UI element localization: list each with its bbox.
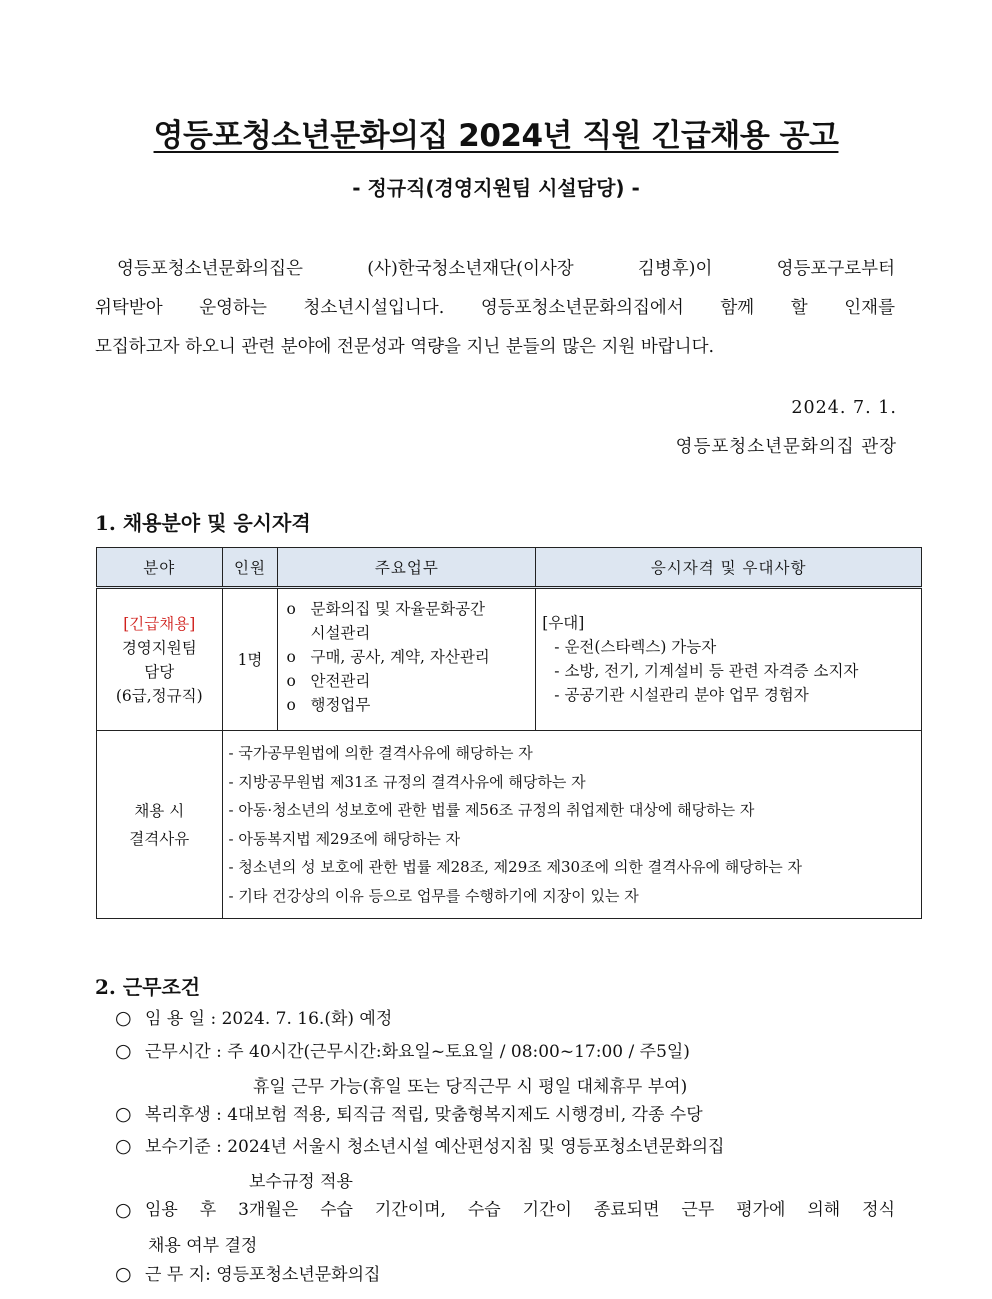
header-duties: 주요업무 bbox=[278, 548, 536, 588]
list-item: 시설관리 bbox=[310, 624, 371, 642]
table-header-row bbox=[97, 548, 922, 588]
urgent-tag: [긴급채용] bbox=[123, 614, 196, 633]
intro-line: 영등포청소년문화의집은 (사)한국청소년재단(이사장 김병후)이 영등포구로부터 bbox=[117, 259, 895, 279]
duties-cell bbox=[278, 588, 536, 731]
field-cell bbox=[97, 588, 223, 731]
list-item-continuation: 채용 여부 결정 bbox=[148, 1236, 258, 1256]
list-item: - 운전(스타렉스) 가능자 bbox=[554, 638, 717, 656]
intro-line: 위탁받아 운영하는 청소년시설입니다. 영등포청소년문화의집에서 함께 할 인재를 bbox=[95, 298, 895, 318]
qualifications-cell bbox=[536, 588, 922, 731]
list-item: - 지방공무원법 제31조 규정의 결격사유에 해당하는 자 bbox=[228, 772, 586, 791]
list-item-continuation: 휴일 근무 가능(휴일 또는 당직근무 시 평일 대체휴무 부여) bbox=[253, 1077, 688, 1097]
disqualifications-cell bbox=[222, 731, 921, 919]
list-item: ○ 보수기준 : 2024년 서울시 청소년시설 예산편성지침 및 영등포청소년문화의집 bbox=[115, 1135, 725, 1157]
field-line: 담당 bbox=[144, 662, 175, 681]
announcement-date: 2024. 7. 1. bbox=[791, 398, 897, 418]
section-heading-recruitment: 1. 채용분야 및 응시자격 bbox=[95, 511, 311, 535]
intro-line: 모집하고자 하오니 관련 분야에 전문성과 역량을 지닌 분들의 많은 지원 바랍니다. bbox=[95, 337, 715, 357]
pref-title: [우대] bbox=[542, 614, 585, 632]
list-item-continuation: 보수규정 적용 bbox=[249, 1172, 353, 1192]
list-item: ○ 복리후생 : 4대보험 적용, 퇴직금 적립, 맞춤형복지제도 시행경비, 각종 수당 bbox=[115, 1103, 703, 1125]
field-line: 경영지원팀 bbox=[121, 638, 197, 657]
section-heading-conditions: 2. 근무조건 bbox=[95, 975, 201, 999]
field-line: (6급,정규직) bbox=[115, 686, 203, 705]
list-item: - 아동복지법 제29조에 해당하는 자 bbox=[228, 829, 461, 848]
list-item: o 구매, 공사, 계약, 자산관리 bbox=[286, 648, 490, 666]
list-item: - 공공기관 시설관리 분야 업무 경험자 bbox=[554, 686, 809, 704]
header-field: 분야 bbox=[97, 548, 223, 588]
page-subtitle: - 정규직(경영지원팀 시설담당) - bbox=[352, 176, 640, 200]
table-row bbox=[97, 731, 922, 919]
disq-label-cell: 채용 시 결격사유 bbox=[97, 731, 223, 919]
table-row bbox=[97, 588, 922, 731]
count-cell: 1명 bbox=[222, 588, 278, 731]
list-item: ○ 임용 후 3개월은 수습 기간이며, 수습 기간이 종료되면 근무 평가에 의해 정식 bbox=[115, 1199, 895, 1221]
list-item: ○ 근무시간 : 주 40시간(근무시간:화요일~토요일 / 08:00~17:00 / 주5일) bbox=[115, 1040, 690, 1062]
list-item: - 소방, 전기, 기계설비 등 관련 자격증 소지자 bbox=[554, 662, 859, 680]
header-count: 인원 bbox=[222, 548, 278, 588]
recruitment-table bbox=[96, 547, 922, 919]
list-item: - 청소년의 성 보호에 관한 법률 제28조, 제29조 제30조에 의한 결격사유에 해당하는 자 bbox=[228, 858, 803, 876]
list-item: - 국가공무원법에 의한 결격사유에 해당하는 자 bbox=[228, 744, 533, 762]
list-item: ○ 근 무 지: 영등포청소년문화의집 bbox=[115, 1263, 381, 1285]
list-item: o 행정업무 bbox=[286, 696, 371, 714]
list-item: - 기타 건강상의 이유 등으로 업무를 수행하기에 지장이 있는 자 bbox=[228, 886, 639, 905]
list-item: - 아동·청소년의 성보호에 관한 법률 제56조 규정의 취업제한 대상에 해당하는 자 bbox=[228, 801, 755, 819]
intro-paragraph bbox=[95, 250, 895, 367]
list-item: ○ 임 용 일 : 2024. 7. 16.(화) 예정 bbox=[115, 1007, 393, 1029]
issuer: 영등포청소년문화의집 관장 bbox=[675, 437, 897, 457]
header-qualifications: 응시자격 및 우대사항 bbox=[536, 548, 922, 588]
list-item: o 문화의집 및 자율문화공간 bbox=[286, 600, 486, 618]
list-item: o 안전관리 bbox=[286, 672, 371, 690]
page-title: 영등포청소년문화의집 2024년 직원 긴급채용 공고 bbox=[153, 118, 839, 154]
